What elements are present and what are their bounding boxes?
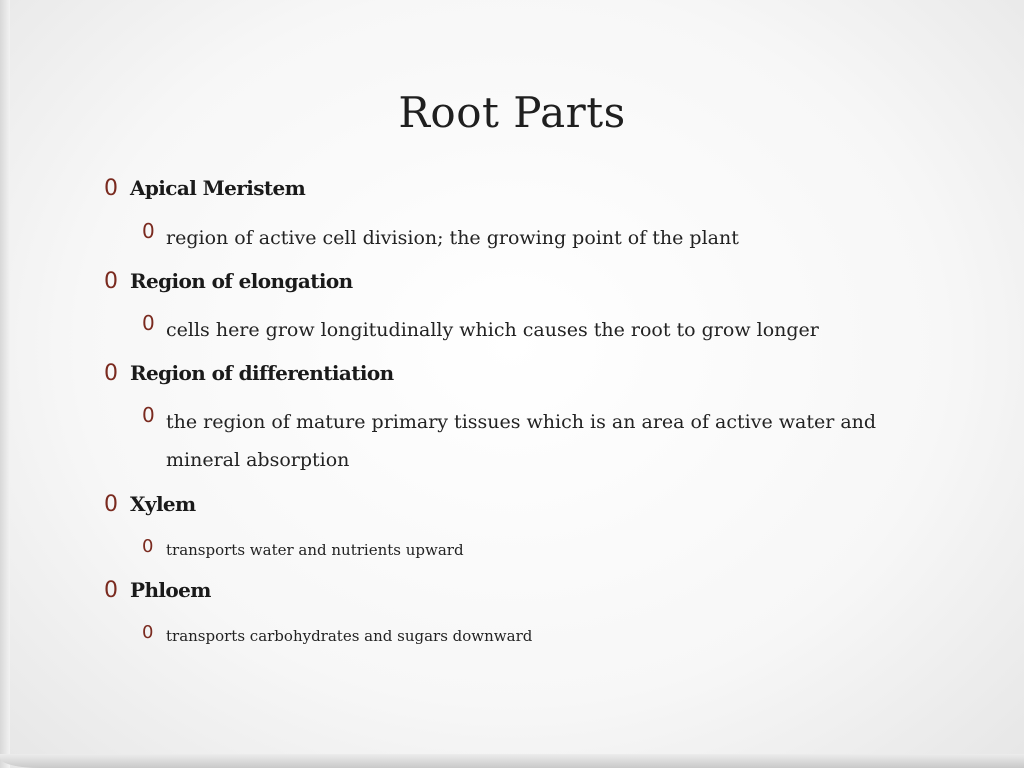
bullet-xylem <box>104 492 196 517</box>
bullet-apical-meristem <box>104 176 305 201</box>
sub-bullet-region-of-elongation <box>142 311 962 349</box>
bullet-marker: 0 <box>104 492 118 517</box>
bullet-region-of-elongation <box>104 269 353 294</box>
slide-title: Root Parts <box>398 88 626 137</box>
sub-bullet-xylem <box>142 536 942 564</box>
bullet-heading: Apical Meristem <box>130 176 306 200</box>
sub-bullet-text: transports carbohydrates and sugars downward <box>166 627 533 645</box>
sub-bullet-text: transports water and nutrients upward <box>166 541 464 559</box>
bullet-heading: Phloem <box>130 578 211 602</box>
bullet-region-of-differentiation <box>104 361 394 386</box>
sub-bullet-marker: 0 <box>142 536 154 557</box>
sub-bullet-text: cells here grow longitudinally which causes the root to grow longer <box>166 319 819 341</box>
sub-bullet-region-of-differentiation <box>142 403 932 479</box>
bullet-phloem <box>104 578 211 603</box>
sub-bullet-text: region of active cell division; the growing point of the plant <box>166 227 739 249</box>
sub-bullet-apical-meristem <box>142 219 942 257</box>
bullet-heading: Region of elongation <box>130 269 353 293</box>
bullet-heading: Xylem <box>130 492 196 516</box>
bullet-marker: 0 <box>104 269 118 294</box>
bullet-marker: 0 <box>104 361 118 386</box>
bullet-marker: 0 <box>104 578 118 603</box>
sub-bullet-phloem <box>142 622 942 650</box>
sub-bullet-marker: 0 <box>142 622 154 643</box>
sub-bullet-marker: 0 <box>142 403 155 427</box>
sub-bullet-marker: 0 <box>142 311 155 335</box>
sub-bullet-text: the region of mature primary tissues which is an area of active water and mineral absorption <box>166 411 877 471</box>
sub-bullet-marker: 0 <box>142 219 155 243</box>
bullet-heading: Region of differentiation <box>130 361 394 385</box>
bullet-marker: 0 <box>104 176 118 201</box>
